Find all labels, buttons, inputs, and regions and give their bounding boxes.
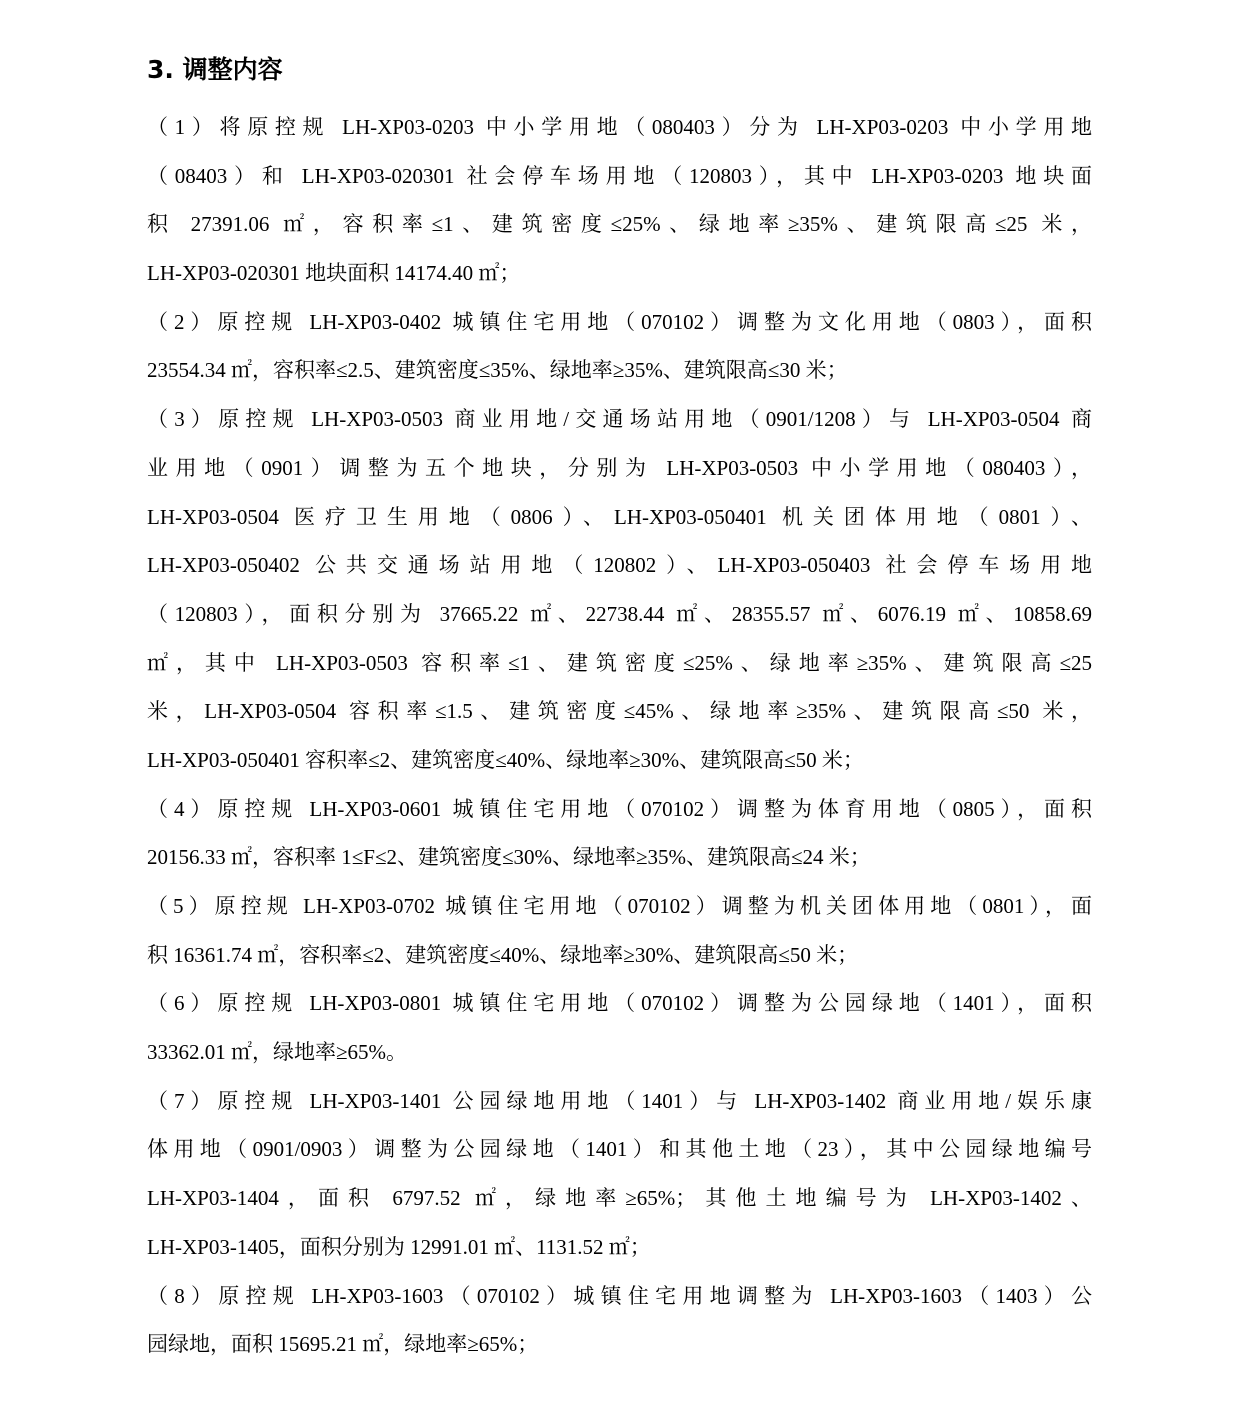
text-line: LH-XP03-020301 地块面积 14174.40 ㎡； — [147, 261, 521, 286]
text-line: （3）原控规 LH-XP03-0503 商业用地/交通场站用地（0901/1208）与 LH-XP03-0504 商 — [147, 407, 1092, 432]
text-line: 业用地（0901）调整为五个地块，分别为 LH-XP03-0503 中小学用地（080403）， — [147, 455, 1092, 480]
text-line: LH-XP03-1404，面积 6797.52 ㎡，绿地率≥65%；其他土地编号为 LH-XP03-1402、 — [147, 1186, 1092, 1211]
text-line: 体用地（0901/0903）调整为公园绿地（1401）和其他土地（23），其中公园绿地编号 — [147, 1137, 1092, 1162]
text-line: 23554.34 ㎡，容积率≤2.5、建筑密度≤35%、绿地率≥35%、建筑限高≤30 米； — [147, 358, 848, 383]
section-heading: 3. 调整内容 — [147, 55, 283, 84]
text-line: 33362.01 ㎡，绿地率≥65%。 — [147, 1040, 408, 1065]
text-line: 20156.33 ㎡，容积率 1≤F≤2、建筑密度≤30%、绿地率≥35%、建筑限高≤24 米； — [147, 845, 871, 870]
text-line: （5）原控规 LH-XP03-0702 城镇住宅用地（070102）调整为机关团体用地（0801），面 — [147, 894, 1092, 918]
text-line: （8）原控规 LH-XP03-1603（070102）城镇住宅用地调整为 LH-XP03-1603（1403）公 — [147, 1283, 1092, 1308]
text-line: LH-XP03-1405，面积分别为 12991.01 ㎡、1131.52 ㎡； — [147, 1234, 651, 1259]
text-line: （2）原控规 LH-XP03-0402 城镇住宅用地（070102）调整为文化用地（0803），面积 — [147, 309, 1092, 334]
text-line: （7）原控规 LH-XP03-1401 公园绿地用地（1401）与 LH-XP03-1402 商业用地/娱乐康 — [147, 1088, 1092, 1113]
text-line: （120803），面积分别为 37665.22 ㎡、22738.44 ㎡、28355.57 ㎡、6076.19 ㎡、10858.69 — [147, 601, 1092, 626]
text-line: 积 27391.06 ㎡，容积率≤1、建筑密度≤25%、绿地率≥35%、建筑限高≤25 米， — [147, 212, 1092, 237]
text-line: 积 16361.74 ㎡，容积率≤2、建筑密度≤40%、绿地率≥30%、建筑限高≤50 米； — [147, 942, 859, 967]
text-line: （08403）和 LH-XP03-020301 社会停车场用地（120803），其中 LH-XP03-0203 地块面 — [147, 163, 1092, 188]
text-line: LH-XP03-0504 医疗卫生用地（0806）、LH-XP03-050401 机关团体用地（0801）、 — [147, 504, 1092, 529]
text-line: 园绿地，面积 15695.21 ㎡，绿地率≥65%； — [147, 1332, 539, 1357]
text-line: 米，LH-XP03-0504 容积率≤1.5、建筑密度≤45%、绿地率≥35%、建筑限高≤50 米， — [147, 699, 1092, 724]
text-line: LH-XP03-050402 公共交通场站用地（120802）、LH-XP03-050403 社会停车场用地 — [147, 553, 1092, 578]
text-line: LH-XP03-050401 容积率≤2、建筑密度≤40%、绿地率≥30%、建筑限高≤50 米； — [147, 747, 864, 772]
text-line: （6）原控规 LH-XP03-0801 城镇住宅用地（070102）调整为公园绿地（1401），面积 — [147, 991, 1092, 1016]
section-body — [147, 103, 1092, 1369]
text-line: （1）将原控规 LH-XP03-0203 中小学用地（080403）分为 LH-XP03-0203 中小学用地 — [147, 115, 1092, 139]
text-line: （4）原控规 LH-XP03-0601 城镇住宅用地（070102）调整为体育用地（0805），面积 — [147, 796, 1092, 821]
text-line: ㎡，其中 LH-XP03-0503 容积率≤1、建筑密度≤25%、绿地率≥35%、建筑限高≤25 — [147, 650, 1092, 675]
